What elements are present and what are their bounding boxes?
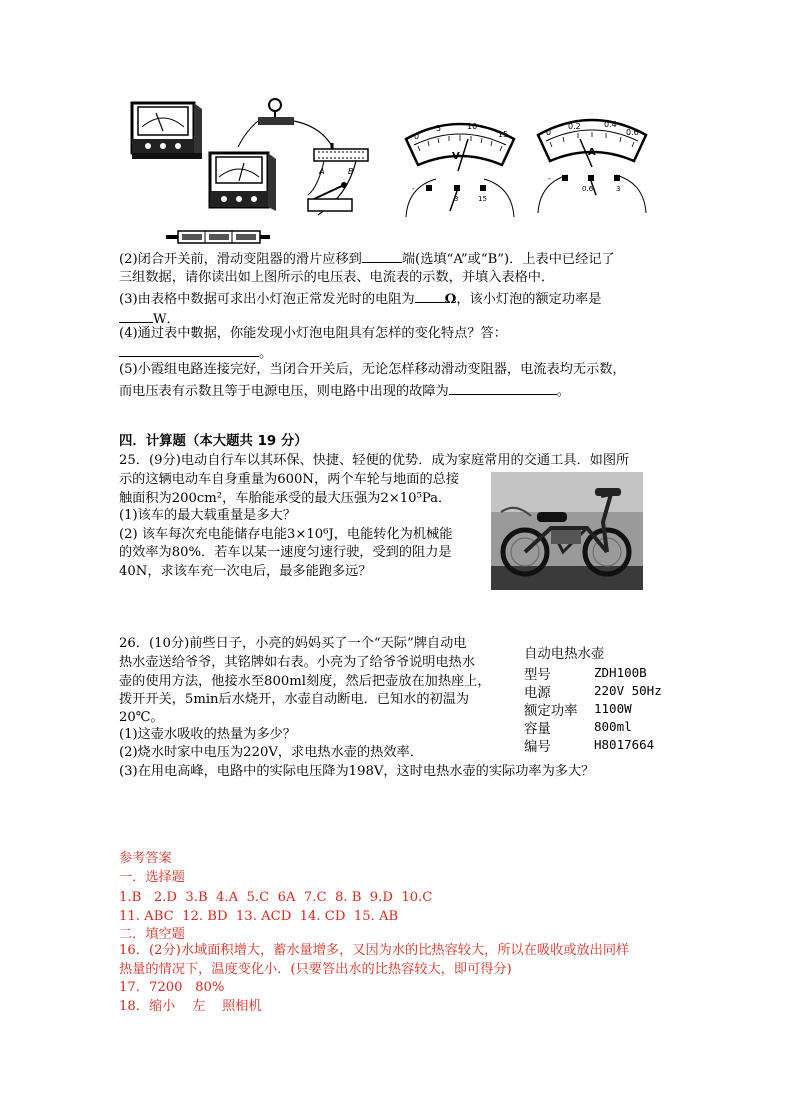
voltmeter-terminal-neg: - bbox=[412, 184, 415, 193]
q24-part2-line2: 三组数据，请你读出如上图所示的电压表、电流表的示数，并填入表格中． bbox=[119, 270, 555, 285]
voltmeter-terminal-3: 3 bbox=[454, 195, 459, 203]
voltmeter-scale-10: 10 bbox=[467, 122, 478, 131]
nameplate-label-power-supply: 电源 bbox=[524, 686, 551, 701]
voltmeter-scale-0: 0 bbox=[414, 132, 420, 141]
voltmeter-terminal-15: 15 bbox=[478, 195, 487, 203]
ammeter-scale-02: 0.2 bbox=[568, 122, 581, 131]
q26-line3: 壶的使用方法，他接水至800ml刻度，然后把壶放在加热座上， bbox=[119, 674, 491, 689]
ammeter-dial bbox=[538, 120, 646, 213]
meter-device-2 bbox=[210, 153, 276, 211]
nameplate-label-model: 型号 bbox=[524, 668, 551, 683]
q26-line4: 拨开开关，5min后水烧开，水壶自动断电．已知水的初温为 bbox=[119, 692, 470, 707]
answers-line1: 1.B 2.D 3.B 4.A 5.C 6A 7.C 8. B 9.D 10.C bbox=[119, 890, 433, 905]
circuit-figure bbox=[118, 95, 678, 250]
q24-part2-blank bbox=[362, 248, 402, 263]
q24-part4-line2: 。 bbox=[119, 342, 272, 364]
ammeter-scale-06: 0.6 bbox=[626, 128, 639, 137]
q25-line4: (1)该车的最大载重量是多大？ bbox=[119, 508, 296, 523]
q25-line7: 40N，求该车充一次电后，最多能跑多远？ bbox=[119, 564, 372, 579]
answers-title: 参考答案 bbox=[119, 851, 172, 866]
q24-part2-line1: (2)闭合开关前，滑动变阻器的滑片应移到 端(选填“A”或“B”)．上表中已经记了 bbox=[119, 248, 615, 270]
nameplate-label-rated-power: 额定功率 bbox=[524, 704, 578, 719]
q26-line6: (1)这壶水吸收的热量为多少？ bbox=[119, 727, 296, 742]
ammeter-scale-04: 0.4 bbox=[604, 120, 617, 129]
q25-line3: 触面积为200cm²，车胎能承受的最大压强为2×10⁵Pa． bbox=[119, 491, 452, 506]
answers-section1: 一．选择题 bbox=[119, 870, 185, 885]
q25-line5: (2) 该车每次充电能储存电能3×10⁶J，电能转化为机械能 bbox=[119, 527, 453, 542]
q26-line5: 20℃。 bbox=[119, 710, 164, 725]
voltmeter-scale-15: 15 bbox=[498, 130, 509, 139]
q25-line2: 示的这辆电动车自身重量为600N，两个车轮与地面的总接 bbox=[119, 472, 460, 487]
q24-part3-line2: W． bbox=[119, 308, 180, 330]
q24-part5-line2: 而电压表有示数且等于电源电压，则电路中出现的故障为 。 bbox=[119, 380, 570, 402]
rheostat-terminal-a: A bbox=[319, 167, 325, 176]
q24-part5-blank bbox=[449, 380, 557, 395]
q25-line1: 25．(9分)电动自行车以其环保、快捷、轻便的优势．成为家庭常用的交通工具．如图所 bbox=[119, 453, 630, 468]
rheostat-terminal-b: B bbox=[348, 167, 354, 176]
nameplate-title: 自动电热水壶 bbox=[524, 647, 605, 662]
voltmeter-label: V bbox=[452, 151, 460, 162]
section4-title: 四．计算题（本大题共 19 分） bbox=[119, 434, 308, 449]
electric-bike-photo bbox=[491, 472, 643, 590]
q24-part3-blank1 bbox=[415, 288, 445, 303]
nameplate-value-power-supply: 220V 50Hz bbox=[594, 683, 662, 698]
q26-line7: (2)烧水时家中电压为220V，求电热水壶的热效率． bbox=[119, 745, 423, 760]
q26-line8: (3)在用电高峰，电路中的实际电压降为198V，这时电热水壶的实际功率为多大？ bbox=[119, 764, 595, 779]
nameplate-value-model: ZDH100B bbox=[594, 665, 647, 680]
nameplate-value-serial: H8017664 bbox=[594, 737, 655, 752]
ammeter-label: A bbox=[588, 147, 596, 158]
nameplate-value-capacity: 800ml bbox=[594, 719, 632, 734]
voltmeter-dial bbox=[406, 122, 514, 217]
q24-part3-blank2 bbox=[119, 308, 153, 323]
answers-line4: 热量的情况下，温度变化小．(只要答出水的比热容较大，即可得分) bbox=[119, 962, 512, 977]
bulb-holder bbox=[258, 99, 294, 125]
answers-line2: 11. ABC 12. BD 13. ACD 14. CD 15. AB bbox=[119, 909, 399, 924]
q24-part3-line1: (3)由表格中数据可求出小灯泡正常发光时的电阻为 Ω，该小灯泡的额定功率是 bbox=[119, 288, 601, 310]
ammeter-scale-0: 0 bbox=[546, 128, 552, 137]
rheostat bbox=[314, 143, 368, 176]
q24-part4-blank bbox=[119, 342, 259, 357]
nameplate-label-serial: 编号 bbox=[524, 740, 551, 755]
ammeter-terminal-neg: - bbox=[548, 174, 551, 183]
meter-device-1 bbox=[132, 103, 202, 159]
ammeter-terminal-06: 0.6 bbox=[582, 185, 594, 193]
voltmeter-scale-5: 5 bbox=[436, 124, 442, 133]
answers-line5: 17．7200 80% bbox=[119, 980, 225, 995]
q24-part4-line1: (4)通过表中數据，你能发现小灯泡电阻具有怎样的变化特点？答： bbox=[119, 326, 507, 341]
nameplate-value-rated-power: 1100W bbox=[594, 701, 632, 716]
ammeter-terminal-3: 3 bbox=[616, 185, 621, 193]
battery-pack bbox=[166, 231, 270, 243]
q26-line2: 热水壶送给爷爷，其铭牌如右表。小亮为了给爷爷说明电热水 bbox=[119, 655, 476, 670]
nameplate-label-capacity: 容量 bbox=[524, 722, 551, 737]
q26-line1: 26．(10分)前些日子，小亮的妈妈买了一个“天际”牌自动电 bbox=[119, 636, 467, 651]
answers-section2: 二．填空题 bbox=[119, 927, 185, 942]
q25-line6: 的效率为80%．若车以某一速度匀速行驶，受到的阻力是 bbox=[119, 545, 452, 560]
answers-line3: 16．(2分)水域面积增大，蓄水量增多，又因为水的比热容较大，所以在吸收或放出同样 bbox=[119, 943, 630, 958]
answers-line6: 18．缩小 左 照相机 bbox=[119, 999, 262, 1014]
q24-part5-line1: (5)小霞组电路连接完好，当闭合开关后，无论怎样移动滑动变阻器，电流表均无示数， bbox=[119, 362, 626, 377]
